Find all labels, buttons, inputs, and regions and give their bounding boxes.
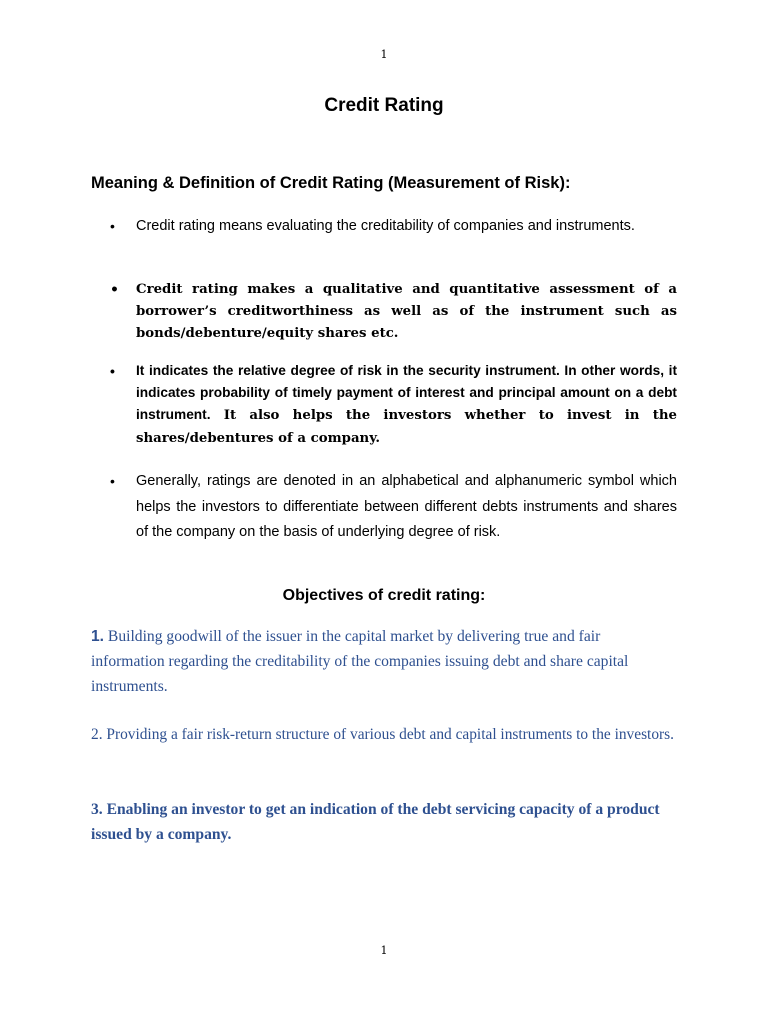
section-heading-meaning: Meaning & Definition of Credit Rating (Measurement of Risk): xyxy=(91,174,571,192)
bullet-item-2 xyxy=(110,279,677,345)
bullet-dot: • xyxy=(110,282,119,298)
bullet-dot: • xyxy=(110,363,115,379)
bullet-item-3 xyxy=(110,360,677,450)
bullet-item-1 xyxy=(110,214,677,239)
objective-2: 2. Providing a fair risk-return structure of various debt and capital instruments to the investors. xyxy=(91,726,674,743)
bullet-text-2: Credit rating makes a qualitative and quantitative assessment of a borrower’s creditworthiness as well as of the instrument such as bonds/debenture/equity shares etc. xyxy=(136,282,677,341)
bullet-text-3-part-2: It also helps the investors whether to invest in the shares/debentures of a company. xyxy=(136,408,677,446)
page-number-top: 1 xyxy=(380,48,388,61)
page-number-bottom: 1 xyxy=(380,944,388,957)
bullet-text-4: Generally, ratings are denoted in an alphabetical and alphanumeric symbol which helps the investors to differentiate between different debts instruments and shares of the company on the basis of underlying degree of risk. xyxy=(136,473,677,540)
bullet-item-4 xyxy=(110,469,677,546)
bullet-dot: • xyxy=(110,218,115,234)
bullet-text-1: Credit rating means evaluating the creditability of companies and instruments. xyxy=(136,218,635,234)
section-heading-objectives: Objectives of credit rating: xyxy=(282,587,486,604)
objective-1-text: Building goodwill of the issuer in the capital market by delivering true and fair information regarding the creditability of the companies issuing debt and share capital instruments. xyxy=(91,628,629,695)
bullet-dot: • xyxy=(110,473,115,489)
document-title: Credit Rating xyxy=(324,95,444,116)
bullet-text-3-part-1: It indicates the relative degree of risk in the security instrument. In other words, it indicates probability of timely payment of interest and principal amount on a debt instrument. xyxy=(136,363,677,422)
objective-1 xyxy=(91,624,677,699)
objective-1-number: 1. xyxy=(91,628,105,645)
bullet-text-3 xyxy=(136,360,677,450)
objective-3: 3. Enabling an investor to get an indication of the debt servicing capacity of a product issued by a company. xyxy=(91,801,660,843)
